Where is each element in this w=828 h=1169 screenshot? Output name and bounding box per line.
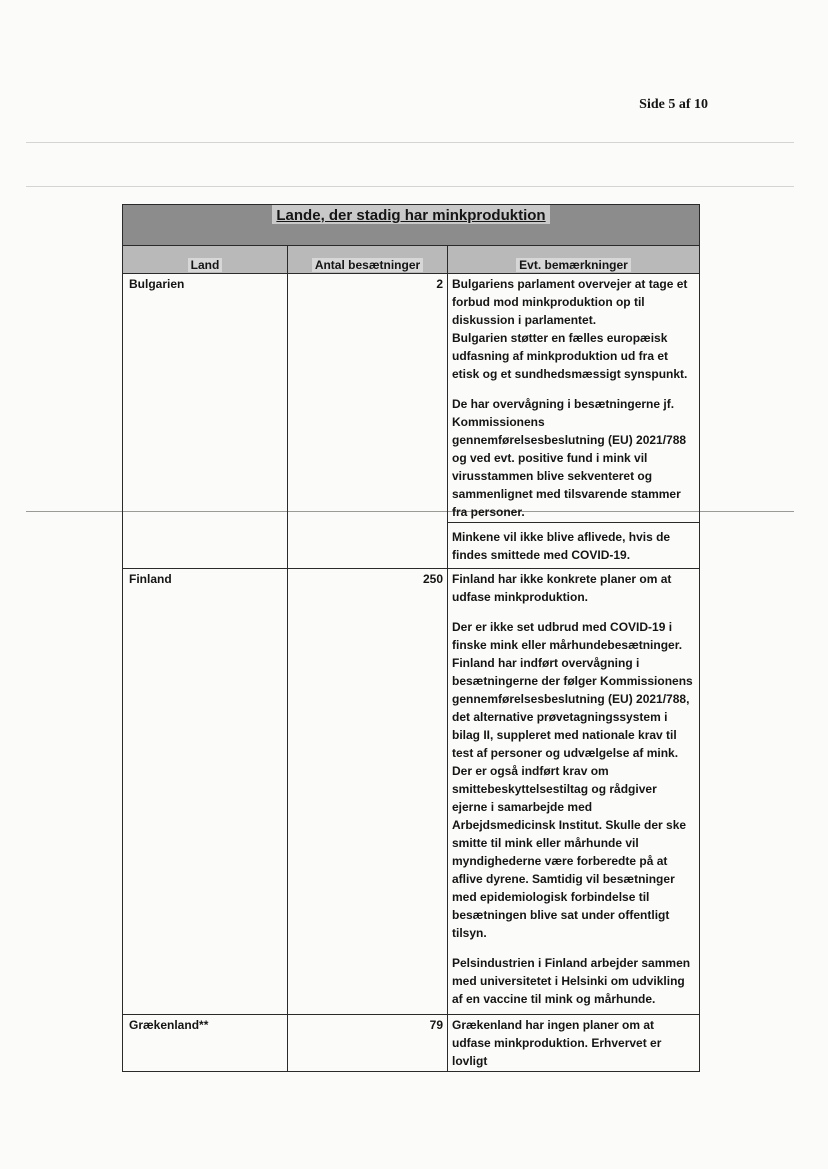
count-cell: 2	[288, 274, 448, 569]
mink-production-table	[122, 204, 700, 1072]
table-title-cell	[123, 205, 700, 246]
table-row	[123, 274, 700, 523]
note-paragraph: Grækenland har ingen planer om at udfase minkproduktion. Erhvervet er lovligt	[452, 1018, 662, 1068]
table-row	[123, 569, 700, 1015]
notes-cell	[448, 569, 700, 1015]
table-header-row	[123, 246, 700, 274]
note-paragraph: Bulgariens parlament overvejer at tage et forbud mod minkproduktion op til diskussion i parlamentet.	[452, 277, 688, 327]
country-cell: Finland	[123, 569, 288, 1015]
note-paragraph: Bulgarien støtter en fælles europæisk udfasning af minkproduktion ud fra et etisk og et sundhedsmæssigt synspunkt.	[452, 331, 688, 381]
table-title: Lande, der stadig har minkproduktion	[272, 205, 549, 224]
country-cell: Bulgarien	[123, 274, 288, 569]
note-paragraph: De har overvågning i besætningerne jf. Kommissionens gennemførelsesbeslutning (EU) 2021/788 og ved evt. positive fund i mink vil virusstammen blive sekventeret og sammenlignet med tilsvarende stammer fra personer.	[452, 397, 687, 519]
note-paragraph: Minkene vil ikke blive aflivede, hvis de findes smittede med COVID-19.	[452, 530, 671, 562]
table-row	[123, 1015, 700, 1072]
notes-cell	[448, 1015, 700, 1072]
table-title-row	[123, 205, 700, 246]
note-paragraph: Pelsindustrien i Finland arbejder sammen med universitetet i Helsinki om udvikling af en vaccine til mink og mårhunde.	[452, 956, 691, 1006]
page-number: Side 5 af 10	[639, 97, 708, 112]
divider-line	[26, 186, 794, 187]
country-cell: Grækenland**	[123, 1015, 288, 1072]
note-paragraph: Der er ikke set udbrud med COVID-19 i finske mink eller mårhundebesætninger. Finland har indført overvågning i besætningerne der følger Kommissionens gennemførelsesbeslutning (EU) 2021/788, det alternative prøvetagningssystem i bilag II, suppleret med nationale krav til test af personer og udvælgelse af mink. Der er også indført krav om smittebeskyttelsestiltag og rådgiver ejerne i samarbejde med Arbejdsmedicinsk Institut. Skulle der ske smitte til mink eller mårhunde vil myndighederne være forberedte på at aflive dyrene. Samtidig vil besætninger med epidemiologisk forbindelse til besætningen blive sat under offentligt tilsyn.	[452, 620, 693, 940]
note-paragraph: Finland har ikke konkrete planer om at udfase minkproduktion.	[452, 572, 672, 604]
header-land: Land	[123, 246, 288, 274]
count-cell: 79	[288, 1015, 448, 1072]
count-cell: 250	[288, 569, 448, 1015]
header-notes: Evt. bemærkninger	[448, 246, 700, 274]
header-count: Antal besætninger	[288, 246, 448, 274]
notes-cell	[448, 274, 700, 523]
divider-line	[26, 142, 794, 143]
notes-cell	[448, 523, 700, 569]
